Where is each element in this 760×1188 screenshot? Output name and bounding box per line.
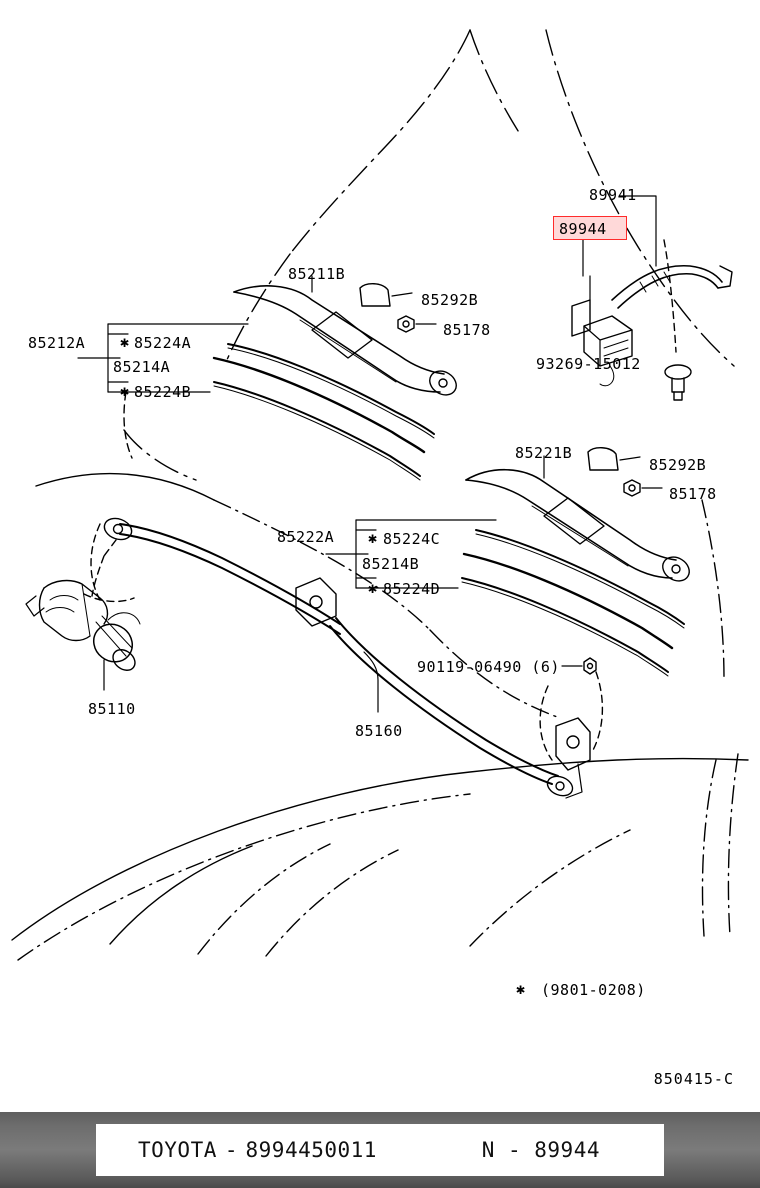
star-marker-85224b: ✱ — [120, 382, 130, 400]
windshield-edge-right — [546, 30, 734, 366]
label-85224d: 85224D — [383, 580, 441, 598]
figure-code: 850415-C — [653, 1070, 734, 1088]
label-85214b: 85214B — [362, 555, 420, 573]
wiper-arm-passenger — [466, 470, 676, 560]
label-85224c: 85224C — [383, 530, 441, 548]
part-number: 8994450011 — [245, 1138, 377, 1162]
cap-85292b-2 — [588, 448, 618, 470]
cap-85292b-1 — [360, 284, 390, 306]
washer-hose — [612, 266, 722, 300]
footer-panel — [96, 1124, 664, 1176]
label-85178-upper: 85178 — [443, 321, 491, 339]
label-85224a: 85224A — [134, 334, 192, 352]
footer-right-code: N - 89944 — [481, 1138, 600, 1162]
star-marker-85224c: ✱ — [368, 529, 378, 547]
highlight-89944-label: 89944 — [559, 220, 607, 238]
footer-left-group — [96, 1138, 482, 1162]
label-85224b: 85224B — [134, 383, 192, 401]
label-93269: 93269-15012 — [536, 355, 641, 373]
label-85178-lower: 85178 — [669, 485, 717, 503]
star-marker-85224a: ✱ — [120, 333, 130, 351]
label-85292b-lower: 85292B — [649, 456, 707, 474]
date-note: (9801-0208) — [541, 981, 646, 999]
windshield-edge-left — [290, 30, 470, 254]
label-85214a: 85214A — [113, 358, 171, 376]
label-85221b: 85221B — [515, 444, 573, 462]
label-85212a: 85212A — [28, 334, 86, 352]
label-85160: 85160 — [355, 722, 403, 740]
label-85211b: 85211B — [288, 265, 346, 283]
star-marker-85224d: ✱ — [368, 579, 378, 597]
brand-label: TOYOTA — [138, 1138, 217, 1162]
label-89941: 89941 — [589, 186, 637, 204]
star-marker-note: ✱ — [516, 980, 526, 998]
hood-curve-main — [12, 759, 748, 941]
footer-separator: - — [224, 1138, 238, 1162]
label-85292b-upper: 85292B — [421, 291, 479, 309]
label-85222a: 85222A — [277, 528, 335, 546]
label-85110: 85110 — [88, 700, 136, 718]
label-90119: 90119-06490 (6) — [417, 658, 560, 676]
cowl-curve-1 — [36, 474, 214, 500]
